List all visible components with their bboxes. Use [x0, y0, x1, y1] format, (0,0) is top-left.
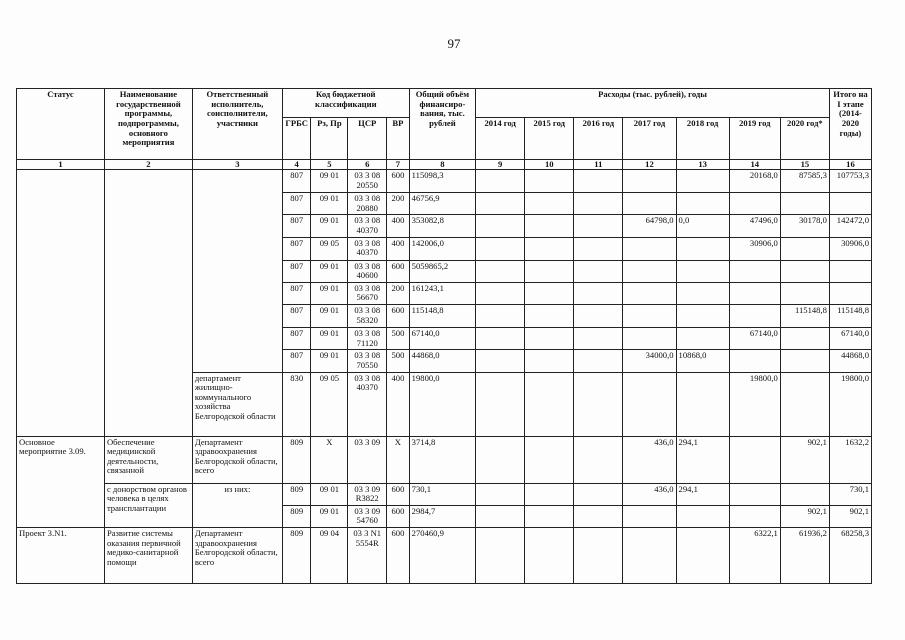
header-executor: Ответственный исполнитель, соисполнители, участники: [192, 89, 282, 160]
y2015-cell: [525, 282, 574, 304]
y2018-cell: 0,0: [676, 215, 729, 237]
y2014-cell: [476, 215, 525, 237]
executor-cell-empty: [192, 170, 282, 373]
vr-cell: 200: [387, 282, 410, 304]
y2016-cell: [574, 436, 623, 483]
total-cell: 730,1: [409, 483, 475, 505]
y2016-cell: [574, 483, 623, 505]
vr-cell: 600: [387, 483, 410, 505]
csr-cell: 03 3 09 R3822: [348, 483, 387, 505]
y2015-cell: [525, 528, 574, 584]
y2019-cell: [729, 350, 780, 372]
column-number: 12: [623, 160, 676, 170]
rzpr-cell: 09 01: [311, 350, 348, 372]
header-2014: 2014 год: [476, 118, 525, 160]
stage-total-cell: 730,1: [829, 483, 871, 505]
rzpr-cell: 09 05: [311, 237, 348, 260]
vr-cell: 600: [387, 170, 410, 193]
total-cell: 3714,8: [409, 436, 475, 483]
vr-cell: 600: [387, 505, 410, 527]
y2014-cell: [476, 328, 525, 350]
column-number: 5: [311, 160, 348, 170]
y2018-cell: [676, 260, 729, 282]
vr-cell: 400: [387, 237, 410, 260]
y2019-cell: [729, 305, 780, 328]
total-cell: 19800,0: [409, 372, 475, 436]
header-2020: 2020 год*: [780, 118, 829, 160]
header-2019: 2019 год: [729, 118, 780, 160]
y2020-cell: [780, 372, 829, 436]
y2018-cell: 294,1: [676, 436, 729, 483]
column-number: 2: [104, 160, 192, 170]
y2017-cell: 34000,0: [623, 350, 676, 372]
table-row: [17, 436, 872, 483]
y2015-cell: [525, 505, 574, 527]
grbs-cell: 809: [282, 528, 311, 584]
y2015-cell: [525, 436, 574, 483]
y2019-cell: [729, 483, 780, 505]
y2019-cell: [729, 505, 780, 527]
y2018-cell: 294,1: [676, 483, 729, 505]
y2019-cell: 19800,0: [729, 372, 780, 436]
y2014-cell: [476, 305, 525, 328]
y2014-cell: [476, 237, 525, 260]
table-row: [17, 170, 872, 193]
column-number: 13: [676, 160, 729, 170]
header-program-name: Наименование государственной программы, подпрограммы, основного мероприятия: [104, 89, 192, 160]
y2015-cell: [525, 350, 574, 372]
header-2016: 2016 год: [574, 118, 623, 160]
y2014-cell: [476, 436, 525, 483]
y2017-cell: 64798,0: [623, 215, 676, 237]
header-stage-total: Итого на I этапе (2014-2020 годы): [829, 89, 871, 160]
y2019-cell: 20168,0: [729, 170, 780, 193]
y2018-cell: [676, 237, 729, 260]
y2018-cell: [676, 505, 729, 527]
grbs-cell: 807: [282, 350, 311, 372]
rzpr-cell: 09 01: [311, 483, 348, 505]
y2019-cell: [729, 436, 780, 483]
total-cell: 5059865,2: [409, 260, 475, 282]
y2015-cell: [525, 305, 574, 328]
y2016-cell: [574, 282, 623, 304]
total-cell: 161243,1: [409, 282, 475, 304]
total-cell: 270460,9: [409, 528, 475, 584]
y2020-cell: [780, 328, 829, 350]
total-cell: 353082,8: [409, 215, 475, 237]
y2017-cell: 436,0: [623, 483, 676, 505]
y2018-cell: [676, 528, 729, 584]
stage-total-cell: 107753,3: [829, 170, 871, 193]
y2018-cell: [676, 282, 729, 304]
executor-cell: Департамент здравоохранения Белгородской области, всего: [192, 436, 282, 483]
header-budget-code: Код бюджетной классификации: [282, 89, 409, 118]
y2018-cell: [676, 193, 729, 215]
vr-cell: 400: [387, 215, 410, 237]
csr-cell: 03 3 08 58320: [348, 305, 387, 328]
y2015-cell: [525, 215, 574, 237]
header-vr: ВР: [387, 118, 410, 160]
stage-total-cell: 1632,2: [829, 436, 871, 483]
y2014-cell: [476, 170, 525, 193]
y2019-cell: 6322,1: [729, 528, 780, 584]
sub-label-cell: из них:: [192, 483, 282, 528]
y2019-cell: [729, 193, 780, 215]
y2020-cell: [780, 483, 829, 505]
y2014-cell: [476, 483, 525, 505]
csr-cell: 03 3 09: [348, 436, 387, 483]
y2017-cell: [623, 170, 676, 193]
csr-cell: 03 3 08 40370: [348, 372, 387, 436]
y2015-cell: [525, 372, 574, 436]
total-cell: 44868,0: [409, 350, 475, 372]
rzpr-cell: 09 04: [311, 528, 348, 584]
y2016-cell: [574, 193, 623, 215]
y2017-cell: [623, 528, 676, 584]
stage-total-cell: 142472,0: [829, 215, 871, 237]
y2015-cell: [525, 483, 574, 505]
executor-cell: департамент жилищно-коммунального хозяйства Белгородской области: [192, 372, 282, 436]
stage-total-cell: 68258,3: [829, 528, 871, 584]
y2016-cell: [574, 260, 623, 282]
grbs-cell: 807: [282, 328, 311, 350]
header-csr: ЦСР: [348, 118, 387, 160]
rzpr-cell: 09 01: [311, 282, 348, 304]
table-row: [17, 483, 872, 505]
rzpr-cell: 09 01: [311, 170, 348, 193]
y2017-cell: [623, 282, 676, 304]
y2016-cell: [574, 350, 623, 372]
y2014-cell: [476, 260, 525, 282]
vr-cell: 500: [387, 328, 410, 350]
stage-total-cell: 30906,0: [829, 237, 871, 260]
column-number: 8: [409, 160, 475, 170]
csr-cell: 03 3 08 20880: [348, 193, 387, 215]
y2014-cell: [476, 505, 525, 527]
grbs-cell: 809: [282, 436, 311, 483]
y2016-cell: [574, 305, 623, 328]
y2016-cell: [574, 505, 623, 527]
csr-cell: 03 3 08 56670: [348, 282, 387, 304]
y2017-cell: [623, 505, 676, 527]
column-number: 16: [829, 160, 871, 170]
csr-cell: 03 3 N1 5554R: [348, 528, 387, 584]
project-name-cell: Развитие системы оказания первичной медико-санитарной помощи: [104, 528, 192, 584]
column-number: 14: [729, 160, 780, 170]
vr-cell: 200: [387, 193, 410, 215]
y2016-cell: [574, 528, 623, 584]
column-number: 1: [17, 160, 105, 170]
name-cell-empty: [104, 170, 192, 437]
status-cell: Основное мероприятие 3.09.: [17, 436, 105, 528]
y2015-cell: [525, 260, 574, 282]
y2017-cell: [623, 260, 676, 282]
y2016-cell: [574, 328, 623, 350]
y2018-cell: [676, 372, 729, 436]
header-expenses: Расходы (тыс. рублей), годы: [476, 89, 830, 118]
grbs-cell: 807: [282, 260, 311, 282]
stage-total-cell: [829, 282, 871, 304]
y2015-cell: [525, 328, 574, 350]
y2020-cell: [780, 237, 829, 260]
stage-total-cell: 19800,0: [829, 372, 871, 436]
y2020-cell: [780, 282, 829, 304]
csr-cell: 03 3 08 20550: [348, 170, 387, 193]
measure-name-cell: Обеспечение медицинской деятельности, связанной: [104, 436, 192, 483]
y2020-cell: 115148,8: [780, 305, 829, 328]
y2015-cell: [525, 193, 574, 215]
csr-cell: 03 3 08 71120: [348, 328, 387, 350]
rzpr-cell: 09 01: [311, 193, 348, 215]
grbs-cell: 809: [282, 505, 311, 527]
y2016-cell: [574, 170, 623, 193]
grbs-cell: 807: [282, 282, 311, 304]
column-number: 10: [525, 160, 574, 170]
y2017-cell: 436,0: [623, 436, 676, 483]
vr-cell: 600: [387, 528, 410, 584]
column-number: 15: [780, 160, 829, 170]
y2019-cell: 47496,0: [729, 215, 780, 237]
grbs-cell: 830: [282, 372, 311, 436]
csr-cell: 03 3 08 70550: [348, 350, 387, 372]
y2020-cell: 61936,2: [780, 528, 829, 584]
csr-cell: 03 3 08 40600: [348, 260, 387, 282]
vr-cell: Х: [387, 436, 410, 483]
total-cell: 142006,0: [409, 237, 475, 260]
status-cell-empty: [17, 170, 105, 437]
y2018-cell: 10868,0: [676, 350, 729, 372]
y2018-cell: [676, 328, 729, 350]
total-cell: 2984,7: [409, 505, 475, 527]
y2016-cell: [574, 237, 623, 260]
total-cell: 115148,8: [409, 305, 475, 328]
stage-total-cell: [829, 193, 871, 215]
header-2018: 2018 год: [676, 118, 729, 160]
y2017-cell: [623, 372, 676, 436]
rzpr-cell: 09 01: [311, 260, 348, 282]
y2015-cell: [525, 237, 574, 260]
csr-cell: 03 3 09 54760: [348, 505, 387, 527]
y2019-cell: [729, 260, 780, 282]
header-status: Статус: [17, 89, 105, 160]
y2015-cell: [525, 170, 574, 193]
y2018-cell: [676, 305, 729, 328]
column-number: 4: [282, 160, 311, 170]
y2017-cell: [623, 328, 676, 350]
y2017-cell: [623, 193, 676, 215]
y2016-cell: [574, 372, 623, 436]
grbs-cell: 807: [282, 193, 311, 215]
rzpr-cell: 09 01: [311, 505, 348, 527]
y2014-cell: [476, 282, 525, 304]
y2014-cell: [476, 528, 525, 584]
csr-cell: 03 3 08 40370: [348, 237, 387, 260]
header-2017: 2017 год: [623, 118, 676, 160]
executor-cell: Департамент здравоохранения Белгородской области, всего: [192, 528, 282, 584]
csr-cell: 03 3 08 40370: [348, 215, 387, 237]
grbs-cell: 809: [282, 483, 311, 505]
column-number: 7: [387, 160, 410, 170]
grbs-cell: 807: [282, 215, 311, 237]
table-row: [17, 528, 872, 584]
rzpr-cell: 09 05: [311, 372, 348, 436]
status-cell: Проект 3.N1.: [17, 528, 105, 584]
rzpr-cell: 09 01: [311, 305, 348, 328]
stage-total-cell: 44868,0: [829, 350, 871, 372]
vr-cell: 500: [387, 350, 410, 372]
y2019-cell: [729, 282, 780, 304]
stage-total-cell: 67140,0: [829, 328, 871, 350]
stage-total-cell: 902,1: [829, 505, 871, 527]
y2019-cell: 67140,0: [729, 328, 780, 350]
header-2015: 2015 год: [525, 118, 574, 160]
total-cell: 67140,0: [409, 328, 475, 350]
y2020-cell: [780, 260, 829, 282]
y2014-cell: [476, 350, 525, 372]
y2019-cell: 30906,0: [729, 237, 780, 260]
y2020-cell: 902,1: [780, 505, 829, 527]
y2020-cell: 30178,0: [780, 215, 829, 237]
vr-cell: 600: [387, 305, 410, 328]
grbs-cell: 807: [282, 305, 311, 328]
y2017-cell: [623, 305, 676, 328]
y2018-cell: [676, 170, 729, 193]
vr-cell: 400: [387, 372, 410, 436]
grbs-cell: 807: [282, 237, 311, 260]
y2014-cell: [476, 193, 525, 215]
column-number: 6: [348, 160, 387, 170]
y2017-cell: [623, 237, 676, 260]
header-total-volume: Общий объём финансиро-вания, тыс. рублей: [409, 89, 475, 160]
header-rz-pr: Рз, Пр: [311, 118, 348, 160]
y2020-cell: [780, 350, 829, 372]
total-cell: 115098,3: [409, 170, 475, 193]
column-number: 9: [476, 160, 525, 170]
page-number: 97: [447, 36, 461, 51]
rzpr-cell: Х: [311, 436, 348, 483]
total-cell: 46756,9: [409, 193, 475, 215]
y2020-cell: [780, 193, 829, 215]
measure-name-cell-continued: с донорством органов человека в целях трансплантации: [104, 483, 192, 528]
rzpr-cell: 09 01: [311, 328, 348, 350]
rzpr-cell: 09 01: [311, 215, 348, 237]
column-number: 3: [192, 160, 282, 170]
grbs-cell: 807: [282, 170, 311, 193]
budget-table: [16, 88, 872, 584]
y2020-cell: 902,1: [780, 436, 829, 483]
y2016-cell: [574, 215, 623, 237]
y2014-cell: [476, 372, 525, 436]
header-grbs: ГРБС: [282, 118, 311, 160]
stage-total-cell: 115148,8: [829, 305, 871, 328]
vr-cell: 600: [387, 260, 410, 282]
y2020-cell: 87585,3: [780, 170, 829, 193]
column-number: 11: [574, 160, 623, 170]
stage-total-cell: [829, 260, 871, 282]
